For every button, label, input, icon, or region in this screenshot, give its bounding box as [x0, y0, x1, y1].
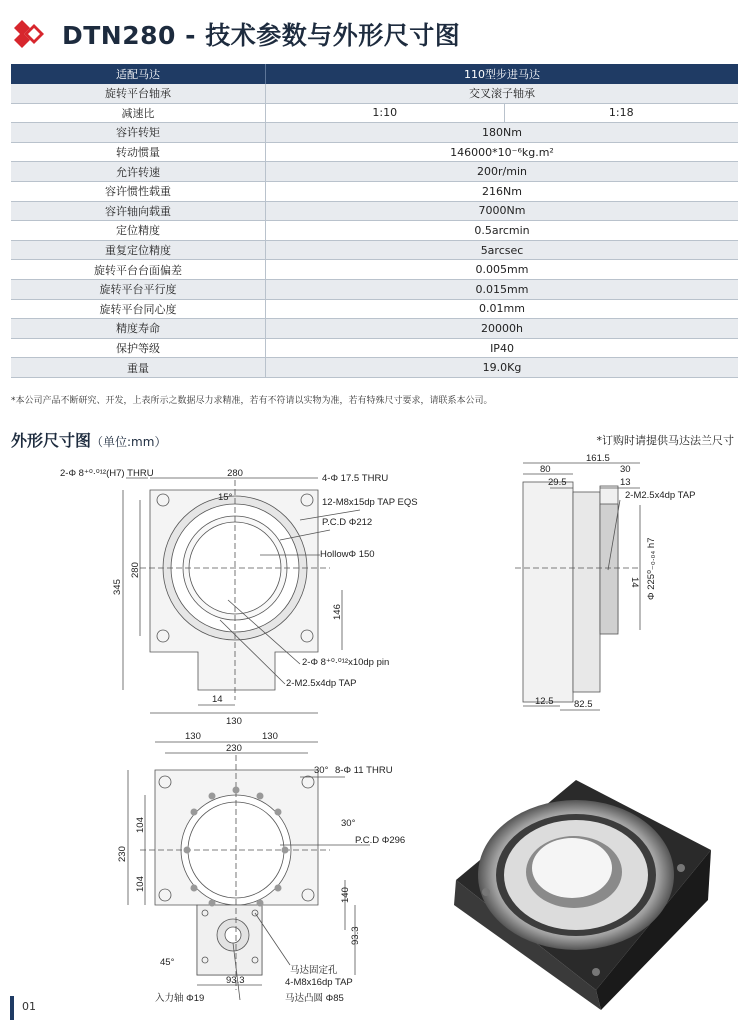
- dim-12-5: 12.5: [535, 696, 554, 707]
- row-label: 重复定位精度: [11, 240, 266, 260]
- side-view-drawing: [515, 463, 640, 710]
- input-shaft-label: 入力轴 Φ19: [155, 993, 205, 1004]
- row-label: 旋转平台同心度: [11, 299, 266, 319]
- dim-104-top: 104: [135, 817, 146, 833]
- dim-230-top: 230: [226, 743, 242, 754]
- motor-hole-label: 马达固定孔: [290, 965, 338, 976]
- pin-label: 2-Φ 8⁺⁰·⁰¹²x10dp pin: [302, 657, 390, 668]
- row-label: 容许惯性载重: [11, 181, 266, 201]
- table-header-label: 适配马达: [11, 64, 266, 84]
- page-title: DTN280 - 技术参数与外形尺寸图: [62, 21, 461, 50]
- page-marker: [10, 996, 14, 1020]
- row-value: IP40: [266, 338, 739, 358]
- angle-45: 45°: [160, 957, 175, 968]
- row-value: 0.005mm: [266, 260, 739, 280]
- ratio-right-value: 1:18: [504, 103, 738, 123]
- row-label: 转动惯量: [11, 142, 266, 162]
- dim-345: 345: [112, 579, 123, 595]
- row-value: 216Nm: [266, 181, 739, 201]
- dim-93-3-horizontal: 93.3: [226, 975, 245, 986]
- dim-104-bottom: 104: [135, 876, 146, 892]
- dim-93-3-vertical: 93.3: [350, 926, 361, 945]
- row-value: 180Nm: [266, 123, 739, 143]
- dim-80: 80: [540, 464, 551, 475]
- row-label: 精度寿命: [11, 319, 266, 339]
- row-value: 0.5arcmin: [266, 221, 739, 241]
- ratio-left-value: 1:10: [266, 103, 505, 123]
- disclaimer-note: *本公司产品不断研究、开发，上表所示之数据尽力求精准，若有不符请以实物为准，若有特殊尺寸要求，请联系本公司。: [11, 396, 493, 406]
- row-label: 旋转平台平行度: [11, 279, 266, 299]
- row-value: 19.0Kg: [266, 358, 739, 378]
- motor-boss-label: 马达凸圆 Φ85: [285, 993, 344, 1004]
- dim-14: 14: [212, 694, 223, 705]
- hole-right-label: 4-Φ 17.5 THRU: [322, 473, 389, 484]
- side-dim-14: 14: [629, 577, 640, 588]
- pcd-296-label: P.C.D Φ296: [355, 835, 406, 846]
- row-value: 7000Nm: [266, 201, 739, 221]
- dim-140: 140: [340, 887, 351, 903]
- angle-30-mid: 30°: [341, 818, 356, 829]
- row-label: 减速比: [11, 103, 266, 123]
- row-label: 重量: [11, 358, 266, 378]
- dim-130: 130: [226, 716, 242, 727]
- row-value: 200r/min: [266, 162, 739, 182]
- product-photo: [446, 760, 716, 1010]
- thru-hole-label: 8-Φ 11 THRU: [335, 765, 393, 776]
- dim-280-top: 280: [227, 468, 243, 479]
- pcd-212-label: P.C.D Φ212: [322, 517, 373, 528]
- angle-30-top: 30°: [314, 765, 329, 776]
- dim-13: 13: [620, 477, 631, 488]
- dim-82-5: 82.5: [574, 699, 593, 710]
- row-value: 交叉滚子轴承: [266, 84, 739, 103]
- row-label: 允许转速: [11, 162, 266, 182]
- row-label: 旋转平台轴承: [11, 84, 266, 103]
- row-label: 容许轴向载重: [11, 201, 266, 221]
- motor-tap-label: 4-M8x16dp TAP: [285, 977, 353, 988]
- m25-tap-label: 2-M2.5x4dp TAP: [286, 678, 357, 689]
- row-value: 5arcsec: [266, 240, 739, 260]
- hole-left-label: 2-Φ 8⁺⁰·⁰¹²(H7) THRU: [60, 468, 154, 479]
- row-value: 0.015mm: [266, 279, 739, 299]
- dim-280-side: 280: [130, 562, 141, 578]
- row-label: 旋转平台台面偏差: [11, 260, 266, 280]
- side-m25-label: 2-M2.5x4dp TAP: [625, 490, 696, 501]
- dim-230-side: 230: [117, 846, 128, 862]
- hollow-label: HollowΦ 150: [320, 549, 375, 560]
- dim-30: 30: [620, 464, 631, 475]
- dim-130-left: 130: [185, 731, 201, 742]
- dim-146: 146: [332, 604, 343, 620]
- row-value: 20000h: [266, 319, 739, 339]
- dim-161-5: 161.5: [586, 453, 610, 464]
- row-value: 0.01mm: [266, 299, 739, 319]
- row-label: 保护等级: [11, 338, 266, 358]
- page-number: 01: [22, 1000, 36, 1013]
- dim-130-right: 130: [262, 731, 278, 742]
- section-title-text: 外形尺寸图: [11, 431, 92, 450]
- section-unit: （单位:mm）: [91, 435, 167, 449]
- row-label: 定位精度: [11, 221, 266, 241]
- tap-eqs-label: 12-M8x15dp TAP EQS: [322, 497, 418, 508]
- angle-15-label: 15°: [218, 492, 233, 503]
- dim-29-5: 29.5: [548, 477, 567, 488]
- table-header-value: 110型步进马达: [266, 64, 739, 84]
- row-value: 146000*10⁻⁶kg.m²: [266, 142, 739, 162]
- section-right-note: *订购时请提供马达法兰尺寸: [596, 434, 734, 447]
- dim-phi-225: Φ 225⁰₋₀.₀₄ h7: [646, 537, 657, 600]
- row-label: 容许转矩: [11, 123, 266, 143]
